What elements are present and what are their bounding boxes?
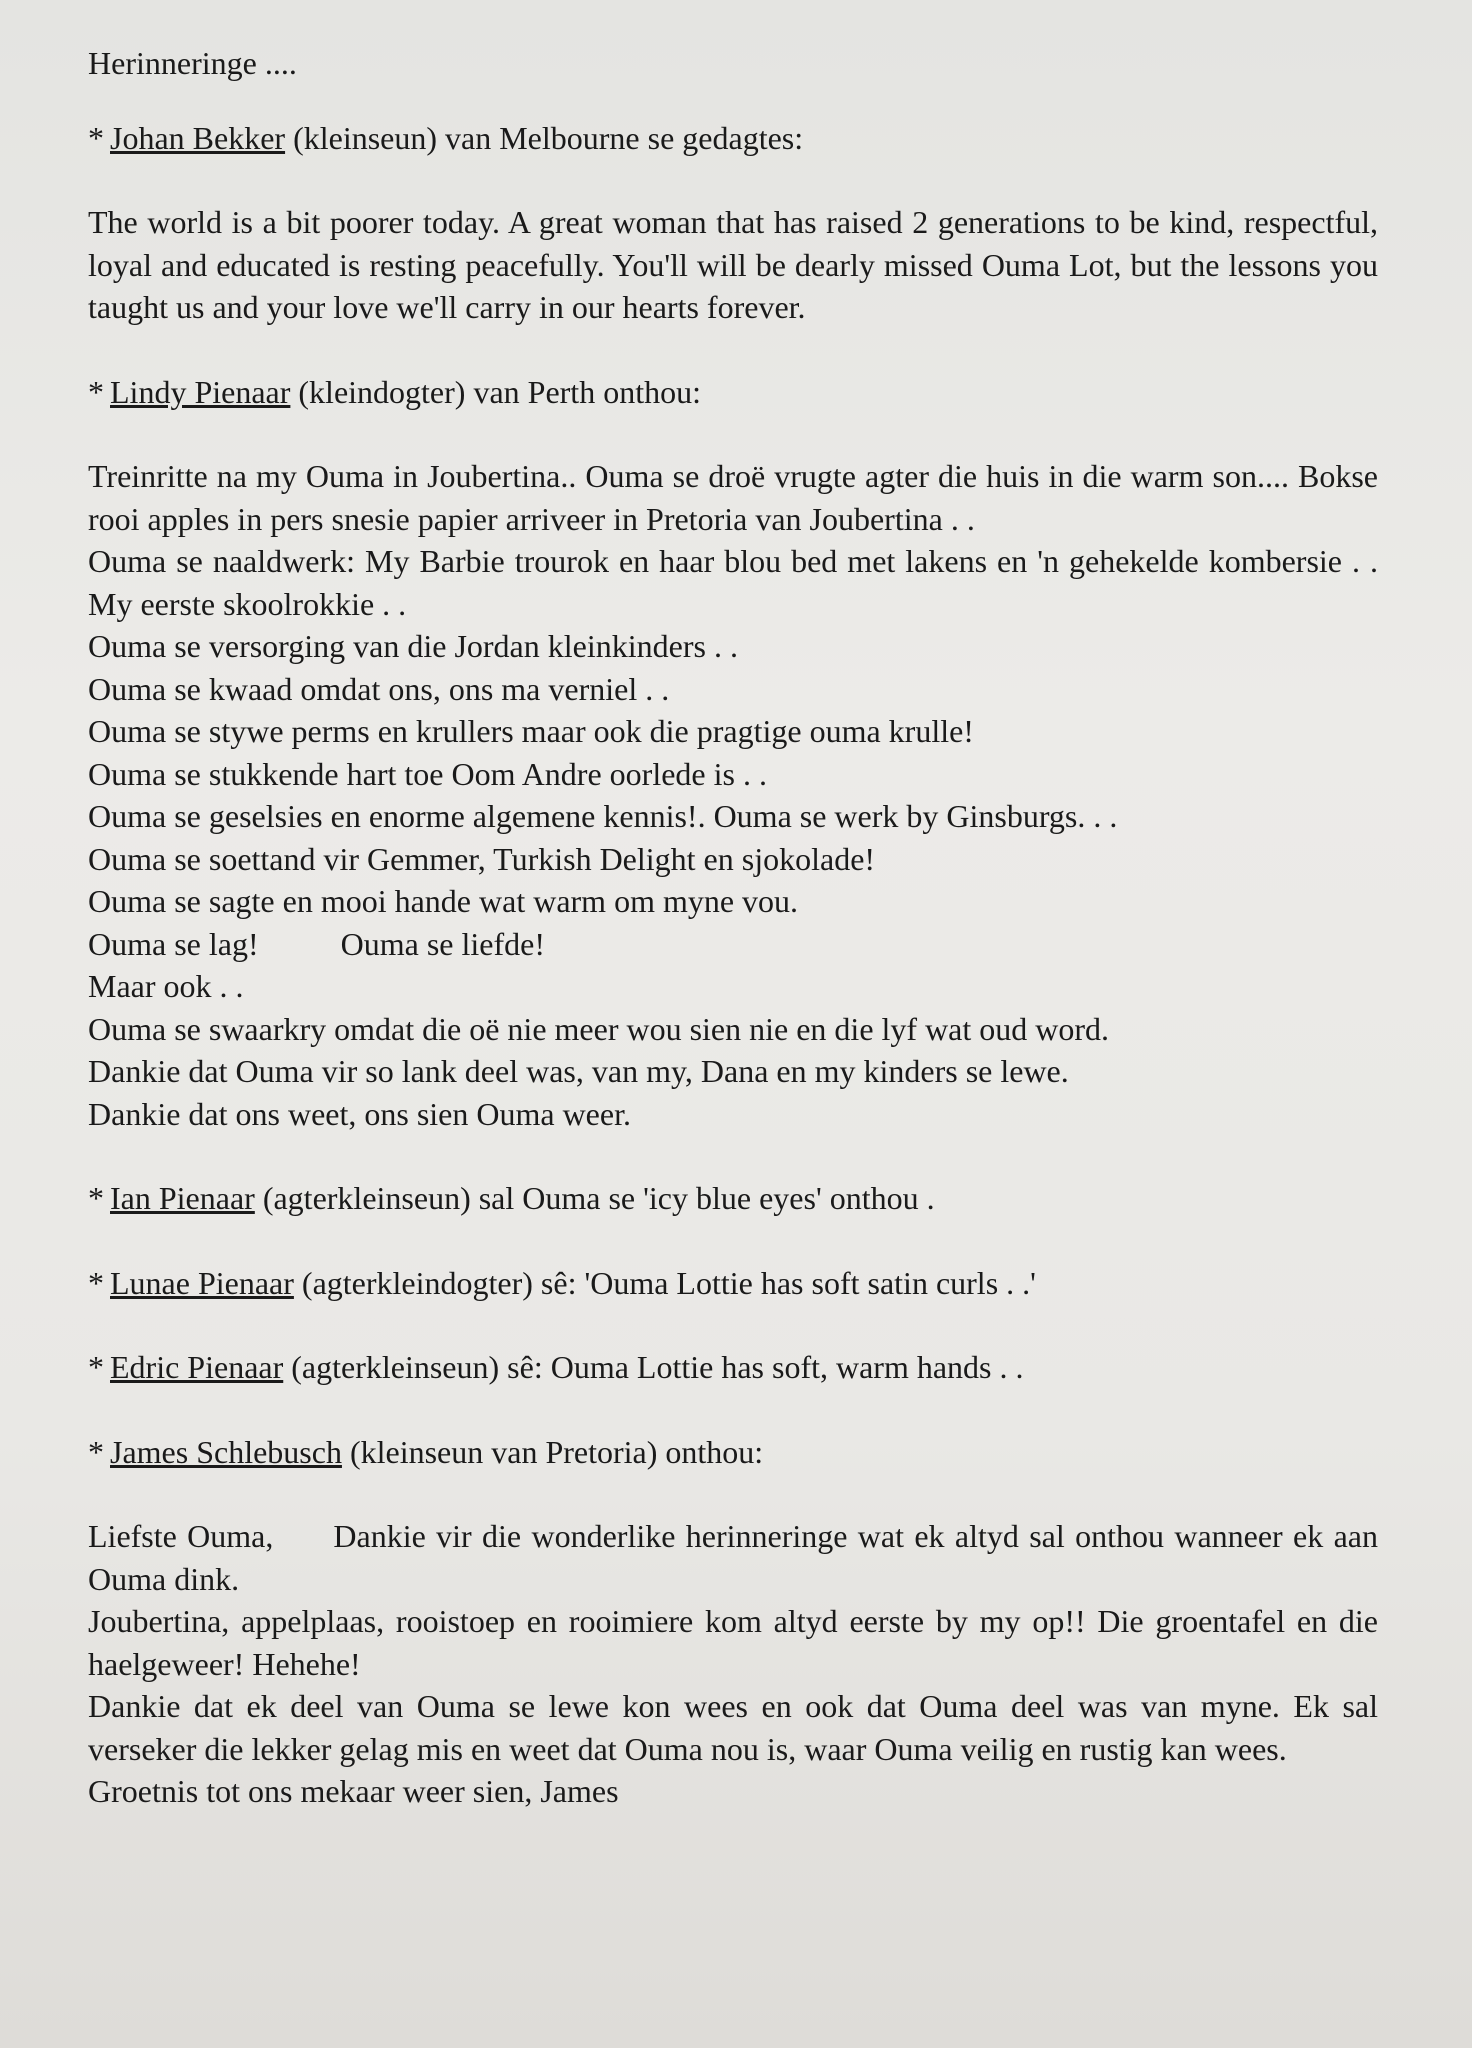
bullet-asterisk: * — [88, 373, 104, 410]
bullet-asterisk: * — [88, 1349, 104, 1385]
bullet-asterisk: * — [88, 1180, 104, 1216]
contributor-name: Lunae Pienaar — [110, 1264, 294, 1301]
section-heading-johan — [88, 117, 1378, 160]
heading-text: (kleinseun) van Melbourne se gedagtes: — [285, 119, 804, 156]
letter-paragraph: Dankie dat ek deel van Ouma se lewe kon wees en ook dat Ouma deel was van myne. Ek sal verseker die lekker gelag mis en weet dat Ouma nou is, waar Ouma veilig en rustig kan wees. — [88, 1688, 1378, 1767]
tribute-paragraph: Ouma se naaldwerk: My Barbie trourok en haar blou bed met lakens en 'n gehekelde kombersie . . My eerste skoolrokkie . . — [88, 543, 1378, 622]
section-heading-lindy — [88, 371, 1378, 414]
heading-text: (agterkleinseun) sê: Ouma Lottie has soft, warm hands . . — [283, 1349, 1024, 1385]
memory-line: Ouma se swaarkry omdat die oë nie meer wou sien nie en die lyf wat oud word. — [88, 1010, 1110, 1047]
bullet-asterisk: * — [88, 119, 104, 156]
memory-line: Dankie dat Ouma vir so lank deel was, van my, Dana en my kinders se lewe. — [88, 1053, 1069, 1089]
letter-text: Dankie vir die wonderlike herinneringe wat ek altyd sal onthou wanneer ek aan Ouma dink. — [88, 1518, 1379, 1597]
memory-text: Ouma se liefde! — [340, 925, 545, 962]
memory-line: Ouma se soettand vir Gemmer, Turkish Delight en sjokolade! — [88, 840, 876, 877]
memory-line: Ouma se kwaad omdat ons, ons ma verniel . . — [88, 670, 670, 707]
contributor-name: Edric Pienaar — [110, 1349, 284, 1385]
letter-paragraph — [88, 1515, 1378, 1600]
memory-line: Ouma se geselsies en enorme algemene kennis!. Ouma se werk by Ginsburgs. . . — [88, 798, 1118, 834]
letter-paragraph: Joubertina, appelplaas, rooistoep en rooimiere kom altyd eerste by my op!! Die groentafel en die haelgeweer! Hehehe! — [88, 1603, 1378, 1682]
tribute-paragraph: The world is a bit poorer today. A great woman that has raised 2 generations to be kind, respectful, loyal and educated is resting peacefully. You'll will be dearly missed Ouma Lot, but the lessons you taught us and your love we'll carry in our hearts forever. — [88, 204, 1378, 325]
memory-line: Ouma se stywe perms en krullers maar ook die pragtige ouma krulle! — [88, 713, 974, 749]
heading-text: (agterkleinseun) sal Ouma se 'icy blue eyes' onthou . — [254, 1180, 935, 1216]
contributor-name: Lindy Pienaar — [110, 373, 291, 410]
memory-line: Ouma se versorging van die Jordan kleinkinders . . — [88, 628, 738, 664]
memory-line: Maar ook . . — [88, 968, 244, 1004]
memory-text: Ouma se lag! — [88, 925, 259, 962]
memory-line: Dankie dat ons weet, ons sien Ouma weer. — [88, 1095, 631, 1132]
contributor-name: Johan Bekker — [110, 119, 286, 156]
bullet-asterisk: * — [88, 1433, 104, 1470]
bullet-asterisk: * — [88, 1264, 104, 1301]
section-heading-james — [88, 1431, 1378, 1474]
memory-line — [88, 923, 1378, 966]
tribute-paragraph: Treinritte na my Ouma in Joubertina.. Ouma se droë vrugte agter die huis in die warm son.... Bokse rooi apples in pers snesie papier arriveer in Pretoria van Joubertina . . — [88, 458, 1378, 537]
memory-line: Ouma se stukkende hart toe Oom Andre oorlede is . . — [88, 755, 767, 792]
letter-greeting: Liefste Ouma, — [88, 1518, 274, 1554]
section-heading-ian — [88, 1177, 1378, 1220]
heading-text: (kleinseun van Pretoria) onthou: — [341, 1433, 764, 1470]
section-heading-lunae — [88, 1262, 1378, 1305]
heading-text: (agterkleindogter) sê: 'Ouma Lottie has soft satin curls . .' — [293, 1264, 1036, 1301]
letter-closing: Groetnis tot ons mekaar weer sien, James — [88, 1773, 619, 1809]
document-title: Herinneringe .... — [88, 45, 297, 81]
heading-text: (kleindogter) van Perth onthou: — [290, 373, 701, 410]
contributor-name: James Schlebusch — [110, 1433, 342, 1470]
section-heading-edric — [88, 1346, 1378, 1389]
memory-line: Ouma se sagte en mooi hande wat warm om myne vou. — [88, 883, 799, 919]
contributor-name: Ian Pienaar — [110, 1180, 255, 1216]
